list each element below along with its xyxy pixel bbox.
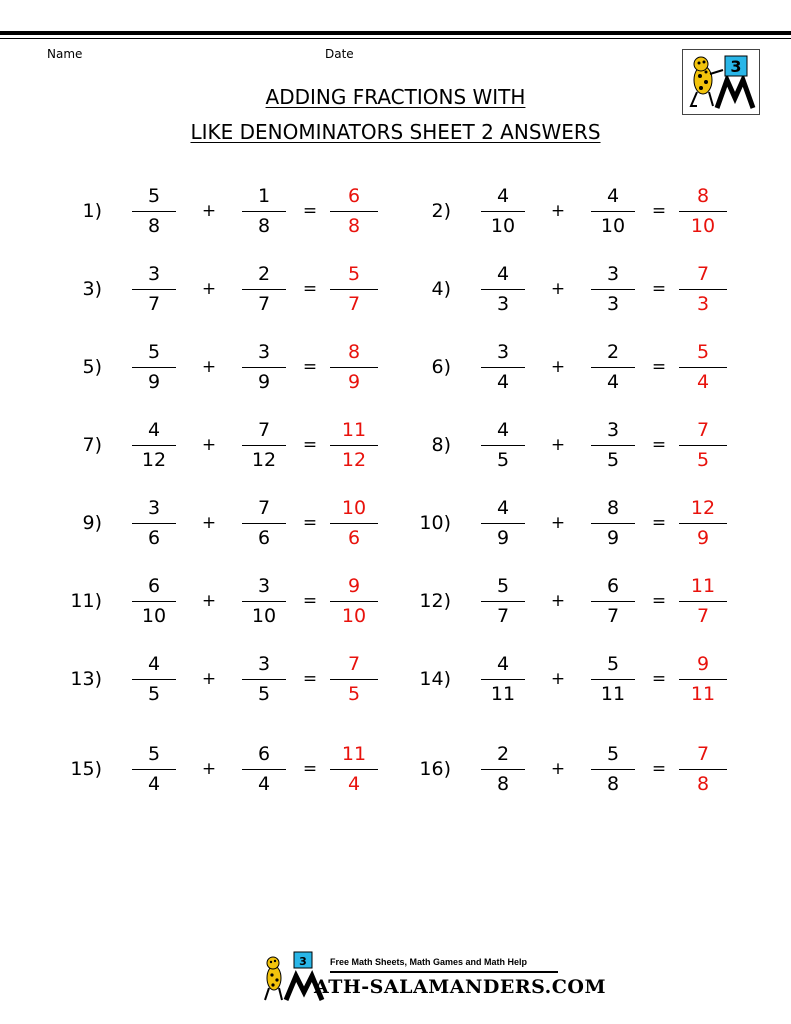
page-title-line2: LIKE DENOMINATORS SHEET 2 ANSWERS xyxy=(190,120,601,144)
equals-sign: = xyxy=(651,513,667,533)
denominator: 9 xyxy=(606,527,620,549)
fraction-answer xyxy=(679,570,727,630)
fraction-bar xyxy=(242,211,286,212)
footer-rule xyxy=(330,971,558,973)
equals-sign: = xyxy=(651,201,667,221)
fraction-bar xyxy=(242,445,286,446)
fraction-answer xyxy=(679,180,727,240)
numerator: 2 xyxy=(257,263,271,285)
fraction-bar xyxy=(481,523,525,524)
equals-sign: = xyxy=(651,435,667,455)
fraction-bar xyxy=(132,445,176,446)
fraction-addend-1 xyxy=(481,492,525,552)
fraction-bar xyxy=(591,367,635,368)
problem-number: 10) xyxy=(419,512,451,534)
fraction-addend-1 xyxy=(132,336,176,396)
fraction-bar xyxy=(330,211,378,212)
numerator: 12 xyxy=(690,497,716,519)
problem-number: 9) xyxy=(82,512,102,534)
fraction-addend-1 xyxy=(481,570,525,630)
plus-sign: + xyxy=(550,435,566,455)
fraction-addend-2 xyxy=(242,492,286,552)
fraction-bar xyxy=(679,679,727,680)
fraction-bar xyxy=(679,211,727,212)
fraction-bar xyxy=(132,211,176,212)
numerator: 8 xyxy=(606,497,620,519)
fraction-bar xyxy=(481,445,525,446)
numerator: 2 xyxy=(496,743,510,765)
fraction-bar xyxy=(481,601,525,602)
denominator: 11 xyxy=(690,683,716,705)
fraction-addend-1 xyxy=(481,336,525,396)
denominator: 10 xyxy=(600,215,626,237)
denominator: 4 xyxy=(257,773,271,795)
plus-sign: + xyxy=(201,669,217,689)
numerator: 6 xyxy=(147,575,161,597)
denominator: 3 xyxy=(696,293,710,315)
numerator: 4 xyxy=(496,419,510,441)
fraction-bar xyxy=(330,769,378,770)
denominator: 11 xyxy=(490,683,516,705)
footer-badge-number: 3 xyxy=(299,955,307,968)
numerator: 5 xyxy=(147,185,161,207)
denominator: 8 xyxy=(347,215,361,237)
problem-number: 16) xyxy=(419,758,451,780)
denominator: 5 xyxy=(606,449,620,471)
fraction-answer xyxy=(330,570,378,630)
numerator: 11 xyxy=(690,575,716,597)
problem-number: 11) xyxy=(70,590,102,612)
denominator: 10 xyxy=(141,605,167,627)
numerator: 3 xyxy=(257,575,271,597)
fraction-answer xyxy=(679,492,727,552)
fraction-addend-2 xyxy=(591,492,635,552)
numerator: 3 xyxy=(147,263,161,285)
numerator: 4 xyxy=(496,497,510,519)
fraction-bar xyxy=(330,289,378,290)
plus-sign: + xyxy=(550,279,566,299)
problem-12 xyxy=(406,570,746,630)
denominator: 10 xyxy=(490,215,516,237)
fraction-answer xyxy=(679,258,727,318)
fraction-addend-2 xyxy=(591,258,635,318)
numerator: 11 xyxy=(341,419,367,441)
problem-number: 8) xyxy=(431,434,451,456)
numerator: 9 xyxy=(696,653,710,675)
fraction-bar xyxy=(591,601,635,602)
denominator: 6 xyxy=(257,527,271,549)
denominator: 7 xyxy=(606,605,620,627)
fraction-bar xyxy=(132,289,176,290)
problem-number: 4) xyxy=(431,278,451,300)
numerator: 7 xyxy=(257,419,271,441)
equals-sign: = xyxy=(651,759,667,779)
denominator: 12 xyxy=(341,449,367,471)
denominator: 4 xyxy=(606,371,620,393)
numerator: 8 xyxy=(347,341,361,363)
fraction-addend-2 xyxy=(242,258,286,318)
problem-number: 6) xyxy=(431,356,451,378)
numerator: 3 xyxy=(147,497,161,519)
numerator: 3 xyxy=(496,341,510,363)
fraction-bar xyxy=(481,367,525,368)
problem-number: 3) xyxy=(82,278,102,300)
numerator: 8 xyxy=(696,185,710,207)
problem-13 xyxy=(57,648,397,708)
numerator: 5 xyxy=(696,341,710,363)
fraction-bar xyxy=(481,679,525,680)
problem-number: 7) xyxy=(82,434,102,456)
fraction-bar xyxy=(330,601,378,602)
numerator: 3 xyxy=(606,419,620,441)
salamander-icon xyxy=(683,50,759,114)
equals-sign: = xyxy=(302,759,318,779)
fraction-addend-1 xyxy=(132,258,176,318)
fraction-bar xyxy=(591,679,635,680)
numerator: 7 xyxy=(696,419,710,441)
problem-14 xyxy=(406,648,746,708)
numerator: 1 xyxy=(257,185,271,207)
numerator: 3 xyxy=(257,653,271,675)
fraction-bar xyxy=(242,601,286,602)
denominator: 4 xyxy=(696,371,710,393)
denominator: 9 xyxy=(257,371,271,393)
numerator: 6 xyxy=(606,575,620,597)
problem-2 xyxy=(406,180,746,240)
denominator: 4 xyxy=(147,773,161,795)
fraction-answer xyxy=(679,648,727,708)
denominator: 10 xyxy=(690,215,716,237)
fraction-bar xyxy=(679,523,727,524)
page-title-line1: ADDING FRACTIONS WITH xyxy=(265,85,526,109)
denominator: 8 xyxy=(696,773,710,795)
numerator: 4 xyxy=(147,419,161,441)
equals-sign: = xyxy=(651,591,667,611)
denominator: 8 xyxy=(496,773,510,795)
denominator: 5 xyxy=(696,449,710,471)
plus-sign: + xyxy=(201,357,217,377)
equals-sign: = xyxy=(651,279,667,299)
fraction-addend-2 xyxy=(242,180,286,240)
fraction-bar xyxy=(132,523,176,524)
numerator: 4 xyxy=(606,185,620,207)
fraction-addend-1 xyxy=(481,738,525,798)
fraction-addend-1 xyxy=(132,492,176,552)
numerator: 2 xyxy=(606,341,620,363)
fraction-addend-2 xyxy=(242,648,286,708)
denominator: 7 xyxy=(496,605,510,627)
denominator: 12 xyxy=(141,449,167,471)
fraction-bar xyxy=(330,523,378,524)
numerator: 7 xyxy=(347,653,361,675)
plus-sign: + xyxy=(550,357,566,377)
fraction-answer xyxy=(330,336,378,396)
denominator: 12 xyxy=(251,449,277,471)
denominator: 10 xyxy=(341,605,367,627)
fraction-bar xyxy=(679,601,727,602)
fraction-bar xyxy=(481,769,525,770)
numerator: 5 xyxy=(147,743,161,765)
numerator: 5 xyxy=(606,653,620,675)
top-rule-thin xyxy=(0,38,791,39)
numerator: 3 xyxy=(606,263,620,285)
denominator: 8 xyxy=(257,215,271,237)
fraction-answer xyxy=(330,648,378,708)
denominator: 3 xyxy=(496,293,510,315)
plus-sign: + xyxy=(201,591,217,611)
fraction-bar xyxy=(242,289,286,290)
fraction-addend-1 xyxy=(481,648,525,708)
equals-sign: = xyxy=(651,357,667,377)
equals-sign: = xyxy=(651,669,667,689)
plus-sign: + xyxy=(550,513,566,533)
denominator: 10 xyxy=(251,605,277,627)
fraction-bar xyxy=(679,445,727,446)
fraction-bar xyxy=(481,211,525,212)
fraction-addend-2 xyxy=(591,738,635,798)
numerator: 7 xyxy=(696,743,710,765)
fraction-addend-1 xyxy=(132,738,176,798)
fraction-answer xyxy=(330,738,378,798)
plus-sign: + xyxy=(201,279,217,299)
numerator: 5 xyxy=(496,575,510,597)
denominator: 5 xyxy=(347,683,361,705)
fraction-answer xyxy=(679,414,727,474)
top-rule-thick xyxy=(0,31,791,35)
fraction-bar xyxy=(242,367,286,368)
fraction-bar xyxy=(330,679,378,680)
grade-badge-number: 3 xyxy=(730,57,742,76)
problem-8 xyxy=(406,414,746,474)
fraction-addend-2 xyxy=(242,414,286,474)
plus-sign: + xyxy=(550,759,566,779)
denominator: 6 xyxy=(347,527,361,549)
denominator: 9 xyxy=(347,371,361,393)
problem-6 xyxy=(406,336,746,396)
numerator: 4 xyxy=(496,263,510,285)
problem-number: 12) xyxy=(419,590,451,612)
fraction-answer xyxy=(330,180,378,240)
fraction-bar xyxy=(591,289,635,290)
plus-sign: + xyxy=(201,201,217,221)
numerator: 9 xyxy=(347,575,361,597)
numerator: 4 xyxy=(496,653,510,675)
denominator: 5 xyxy=(147,683,161,705)
fraction-bar xyxy=(679,367,727,368)
fraction-addend-2 xyxy=(591,414,635,474)
fraction-addend-2 xyxy=(242,738,286,798)
plus-sign: + xyxy=(550,201,566,221)
problem-5 xyxy=(57,336,397,396)
fraction-addend-1 xyxy=(132,570,176,630)
denominator: 9 xyxy=(147,371,161,393)
fraction-bar xyxy=(242,523,286,524)
problem-number: 2) xyxy=(431,200,451,222)
fraction-bar xyxy=(591,445,635,446)
denominator: 6 xyxy=(147,527,161,549)
numerator: 7 xyxy=(257,497,271,519)
plus-sign: + xyxy=(550,669,566,689)
denominator: 4 xyxy=(496,371,510,393)
problem-10 xyxy=(406,492,746,552)
fraction-bar xyxy=(132,367,176,368)
denominator: 8 xyxy=(147,215,161,237)
denominator: 11 xyxy=(600,683,626,705)
fraction-bar xyxy=(679,769,727,770)
fraction-bar xyxy=(132,679,176,680)
denominator: 8 xyxy=(606,773,620,795)
fraction-answer xyxy=(330,492,378,552)
equals-sign: = xyxy=(302,591,318,611)
problem-4 xyxy=(406,258,746,318)
problem-number: 15) xyxy=(70,758,102,780)
equals-sign: = xyxy=(302,435,318,455)
fraction-addend-1 xyxy=(481,258,525,318)
denominator: 9 xyxy=(696,527,710,549)
numerator: 4 xyxy=(496,185,510,207)
numerator: 10 xyxy=(341,497,367,519)
fraction-answer xyxy=(330,258,378,318)
footer-tagline: Free Math Sheets, Math Games and Math Help xyxy=(330,957,528,967)
plus-sign: + xyxy=(201,759,217,779)
name-label: Name xyxy=(47,47,83,61)
numerator: 5 xyxy=(347,263,361,285)
problem-number: 14) xyxy=(419,668,451,690)
fraction-addend-2 xyxy=(591,336,635,396)
fraction-addend-2 xyxy=(242,336,286,396)
denominator: 5 xyxy=(257,683,271,705)
fraction-bar xyxy=(132,601,176,602)
denominator: 9 xyxy=(496,527,510,549)
fraction-addend-1 xyxy=(132,180,176,240)
equals-sign: = xyxy=(302,357,318,377)
numerator: 5 xyxy=(606,743,620,765)
problem-3 xyxy=(57,258,397,318)
denominator: 5 xyxy=(496,449,510,471)
fraction-bar xyxy=(679,289,727,290)
fraction-bar xyxy=(330,367,378,368)
denominator: 3 xyxy=(606,293,620,315)
fraction-bar xyxy=(591,211,635,212)
fraction-bar xyxy=(242,679,286,680)
problem-number: 5) xyxy=(82,356,102,378)
problem-11 xyxy=(57,570,397,630)
problem-16 xyxy=(406,738,746,798)
equals-sign: = xyxy=(302,279,318,299)
fraction-addend-1 xyxy=(132,414,176,474)
denominator: 7 xyxy=(696,605,710,627)
equals-sign: = xyxy=(302,201,318,221)
footer-site-name: ATH-SALAMANDERS.COM xyxy=(314,976,606,998)
fraction-answer xyxy=(330,414,378,474)
numerator: 11 xyxy=(341,743,367,765)
equals-sign: = xyxy=(302,669,318,689)
problem-1 xyxy=(57,180,397,240)
plus-sign: + xyxy=(201,513,217,533)
fraction-answer xyxy=(679,738,727,798)
fraction-bar xyxy=(330,445,378,446)
fraction-addend-2 xyxy=(242,570,286,630)
fraction-addend-2 xyxy=(591,570,635,630)
fraction-bar xyxy=(591,769,635,770)
equals-sign: = xyxy=(302,513,318,533)
problem-number: 13) xyxy=(70,668,102,690)
fraction-bar xyxy=(481,289,525,290)
fraction-addend-2 xyxy=(591,180,635,240)
problem-9 xyxy=(57,492,397,552)
denominator: 4 xyxy=(347,773,361,795)
fraction-answer xyxy=(679,336,727,396)
fraction-bar xyxy=(591,523,635,524)
numerator: 5 xyxy=(147,341,161,363)
fraction-addend-2 xyxy=(591,648,635,708)
grade-logo xyxy=(682,49,760,115)
fraction-bar xyxy=(132,769,176,770)
denominator: 7 xyxy=(347,293,361,315)
date-label: Date xyxy=(325,47,354,61)
numerator: 4 xyxy=(147,653,161,675)
numerator: 6 xyxy=(257,743,271,765)
numerator: 7 xyxy=(696,263,710,285)
problem-15 xyxy=(57,738,397,798)
fraction-addend-1 xyxy=(132,648,176,708)
denominator: 7 xyxy=(147,293,161,315)
fraction-bar xyxy=(242,769,286,770)
denominator: 7 xyxy=(257,293,271,315)
fraction-addend-1 xyxy=(481,414,525,474)
plus-sign: + xyxy=(550,591,566,611)
problem-7 xyxy=(57,414,397,474)
plus-sign: + xyxy=(201,435,217,455)
fraction-addend-1 xyxy=(481,180,525,240)
numerator: 3 xyxy=(257,341,271,363)
numerator: 6 xyxy=(347,185,361,207)
problem-number: 1) xyxy=(82,200,102,222)
